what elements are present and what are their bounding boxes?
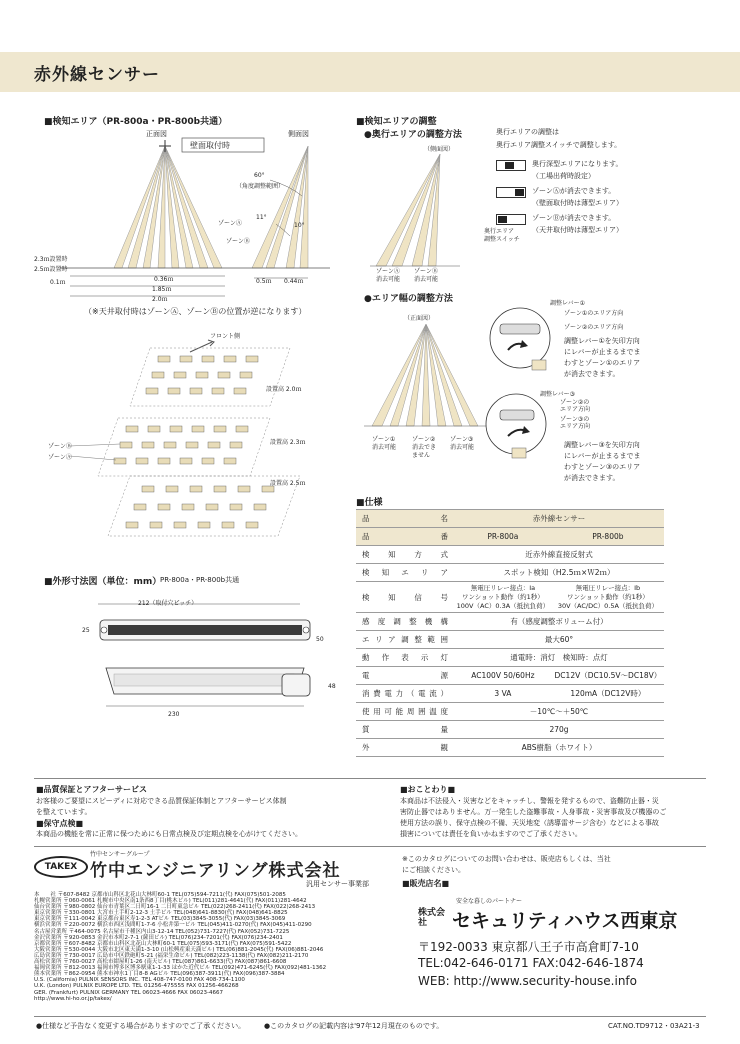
dealer-heading: ■販売店名■ — [402, 879, 450, 888]
lever1-label: 調整レバー① — [550, 300, 585, 307]
switch-knob-2 — [515, 189, 524, 196]
dealer-tagline: 安全な暮しのパートナー — [456, 898, 523, 905]
quality-heading: ■品質保証とアフターサービス — [36, 785, 147, 794]
spec-row-consumption: 消費電力（電流） 3 VA 120mA（DC12V時） — [356, 685, 664, 703]
spec-row-range: エリア調整範囲 最大60° — [356, 631, 664, 649]
front-view-small: （正面図） — [404, 315, 435, 322]
dealer-name: セキュリティハウス西東京 — [452, 910, 678, 932]
dim-044-label: 0.44ｍ — [284, 278, 304, 285]
option3-line2: （天井取付時は薄型エリア） — [532, 226, 623, 234]
spec-row-led: 動作表示灯 通電時：消灯 検知時：点灯 — [356, 649, 664, 667]
option2-line2: （壁面取付時は薄型エリア） — [532, 199, 623, 207]
depth-intro-1: 奥行エリアの調整は — [496, 128, 559, 136]
dim-width: 230 — [168, 711, 180, 718]
depth-heading: ●奥行エリアの調整方法 — [364, 130, 462, 140]
dealer-tel: TEL:042-646-0171 FAX:042-646-1874 — [418, 956, 644, 970]
dim-01-label: 0.1ｍ — [50, 279, 66, 286]
angle-10-label: 10° — [294, 222, 305, 229]
catalog-number: CAT.NO.TD9712・03A21-3 — [608, 1022, 700, 1030]
perspective-zone-b: ゾーンⒷ — [48, 443, 72, 450]
spec-row-model: 品番 PR-800a PR-800b — [356, 528, 664, 546]
takex-logo: TAKEX — [34, 856, 88, 878]
notice-heading: ■おことわり■ — [400, 785, 456, 794]
footer-divider-2 — [34, 846, 706, 847]
footer-divider — [34, 778, 706, 779]
width-heading: ●エリア幅の調整方法 — [364, 294, 453, 304]
dims-heading: ■外形寸法図（単位：mm） — [44, 577, 162, 587]
spec-row-appearance: 外観 ABS樹脂（ホワイト） — [356, 739, 664, 757]
spec-row-area: 検知エリア スポット検知（H2.5ｍ×Ｗ2ｍ） — [356, 564, 664, 582]
division-name: 汎用センサー事業部 — [306, 880, 369, 888]
side-view-small: （側面図） — [424, 146, 455, 153]
switch-option-2 — [496, 187, 526, 198]
lever-illustrations — [482, 300, 562, 470]
switch-option-3 — [496, 214, 526, 225]
notice-text: 本商品は不法侵入・災害などをキャッチし、警報を発するもので、盗難防止器・災 害防止器ではありません。万一発生した盗難事故・人身事故・災害事故及び機器のご 使用方法の誤り、保守点検の不備、天災地変（誘導雷サージ含む）などによる事故 損害については責任を負いかねますのでご了承ください。 — [400, 797, 667, 838]
wall-mount-label: 壁面取付時 — [190, 141, 230, 150]
install-height-20: 設置高 2.0ｍ — [266, 386, 302, 393]
office-list: 本 社 〒607-8482 京都市山科区北花山大林町60-1 TEL(075)594-7211(代) FAX(075)501-2085 札幌営業所 〒060-0061 札幌市中央区南1条西8丁目(桃木ビル) TEL(011)281-4641(代) FAX(011)281-4642 仙台営業所 〒980-0802 仙台市青葉区二日町16-1 二日町東急ビル TEL(022)268-2411(代) FAX(022)268-2413 東京営業所 〒330-0801 大宮市土手町2-12-3 土手ビル TEL(048)641-8830(代) FAX(048)641-8825 東京営業所 〒111-0042 東京都台東区寿1-2-3 ATビル TEL(03)3845-3055(代) FAX(03)3845-3069 横浜営業所 〒220-0072 横浜市西区浅間町1-7-6 小松井第一ビル TEL(045)411-0270(代) FAX(045)411-0290 名古屋営業所 〒464-0075 名古屋市千種区内山3-12-14 TEL(052)731-7227(代) FAX(052)731-7225 金沢営業所 〒920-0853 金沢市本町2-7-1 (薩田ビル) TEL(076)234-7201(代) FAX(076)234-2401 京都営業所 〒607-8482 京都市山科区北花山大林町60-1 TEL(075)593-3171(代) FAX(075)591-5422 大阪営業所 〒530-0044 大阪市北区東天満1-3-10 (山松興産東天満ビル) TEL(06)881-2045(代) FAX(06)881-2046 広島営業所 〒730-0017 広島市中区鉄砲町5-21 (福栄生命ビル) TEL(082)223-1138(代) FAX(082)211-2170 高松営業所 〒760-0027 高松市紺屋町1-26 (南天ビル) TEL(087)861-6633(代) FAX(087)861-6608 福岡営業所 〒812-0013 福岡市博多区博多駅東1-1-33 はかた近代ビル TEL(092)471-6245(代) FAX(092)481-1362 熊本営業所 〒862-0954 熊本市神水1丁目8-8 AGビル TEL(096)387-3911(代) FAX(096)387-3884 U.S. (California) PULNIX SENSORS INC. TEL 408-747-0100 FAX 408-734-1100 U.K. (London) PULNIX EUROPE LTD. TEL 01256-475555 FAX 01256-466268 GER. (Frankfurt) PULNIX GERMANY TEL 06023-4666 FAX 06023-4667 http://www.hi-ho.or.jp/takex/ — [34, 892, 327, 1002]
spec-row-sensitivity: 感度調整機構 有（感度調整ボリューム付） — [356, 613, 664, 631]
angle-60-label: 60° — [254, 172, 265, 179]
spec-row-mass: 質量 270g — [356, 721, 664, 739]
lever1-instructions: 調整レバー①を矢印方向 にレバーが止まるまでま わすとゾーン①のエリア が消去できます。 — [564, 337, 641, 378]
dim-pitch: 212（取付穴ピッチ） — [138, 600, 198, 607]
dims-models: PR-800a・PR-800b共通 — [160, 576, 240, 584]
install-height-23: 設置高 2.3ｍ — [270, 439, 306, 446]
zone-b-erasable: ゾーンⒷ 消去可能 — [414, 268, 439, 283]
perspective-zone-a: ゾーンⒶ — [48, 454, 72, 461]
zone3-erasable: ゾーン③ 消去可能 — [450, 436, 475, 451]
dim-036-label: 0.36ｍ — [154, 276, 174, 283]
maintenance-text: 本商品の機能を常に正常に保つためにも日常点検及び定期点検を心がけてください。 — [36, 830, 302, 838]
spec-row-signal: 検知信号 無電圧リレー接点：Ia ワンショット動作（約1秒） 100V（AC）0.3A（抵抗負荷） 無電圧リレー接点：Ib ワンショット動作（約1秒） 30V（AC/DC）0.5A（抵抗負荷） — [356, 582, 664, 613]
dim-05-label: 0.5ｍ — [256, 278, 272, 285]
perspective-diagram — [40, 326, 340, 566]
dim-25: 25 — [82, 627, 90, 634]
depth-intro-2: 奥行エリア調整スイッチで調整します。 — [496, 141, 622, 149]
dim-48: 48 — [328, 683, 336, 690]
width-adjust-diagram — [364, 320, 494, 430]
spec-table — [356, 509, 664, 757]
detect-area-heading: ■検知エリア（PR-800a・PR-800b共通） — [44, 117, 228, 127]
switch-option-1 — [496, 160, 526, 171]
zone1-erasable: ゾーン① 消去可能 — [372, 436, 397, 451]
option3-line1: ゾーンⒷが消去できます。 — [532, 214, 616, 222]
bottom-left-note: ●仕様など予告なく変更する場合がありますのでご了承ください。 — [36, 1022, 246, 1030]
option1-line2: （工場出荷時設定） — [532, 172, 595, 180]
spec-row-power: 電源 AC100V 50/60Hz DC12V（DC10.5V〜DC18V） — [356, 667, 664, 685]
depth-switch-label: 奥行エリア 調整スイッチ — [484, 228, 520, 243]
spec-heading: ■仕様 — [356, 498, 383, 508]
spec-row-method: 検知方式 近赤外線直接反射式 — [356, 546, 664, 564]
inquiry-note: ※このカタログについてのお問い合わせは、販売店もしくは、当社 にご相談ください。 — [402, 855, 611, 874]
zone-a-label: ゾーンⒶ — [218, 220, 242, 227]
maintenance-heading: ■保守点検■ — [36, 819, 84, 828]
dealer-address: 〒192-0033 東京都八王子市高倉町7-10 — [418, 940, 639, 954]
angle-range-label: （角度調整範囲） — [236, 183, 285, 190]
zone1-area-direction: ゾーン①のエリア方向 — [564, 310, 624, 317]
lever3-instructions: 調整レバー③を矢印方向 にレバーが止まるまでま わすとゾーン③のエリア が消去できます。 — [564, 441, 641, 482]
angle-11-label: 11° — [256, 214, 267, 221]
switch-knob-3 — [498, 216, 507, 223]
zone2-not-erasable: ゾーン② 消去でき ません — [412, 436, 437, 459]
dim-185-label: 1.85ｍ — [152, 286, 172, 293]
front-side-label: フロント側 — [210, 333, 241, 340]
switch-knob-1 — [505, 162, 514, 169]
zone2-area-direction-b: ゾーン②の エリア方向 — [560, 399, 591, 413]
zone3-area-direction: ゾーン③の エリア方向 — [560, 416, 591, 430]
install-height-25: 設置高 2.5ｍ — [270, 480, 306, 487]
company-name: 竹中エンジニアリング株式会社 — [90, 861, 341, 881]
bottom-mid-note: ●このカタログの記載内容は'97年12月現在のものです。 — [264, 1022, 444, 1030]
front-view-label: 正面図 — [146, 130, 167, 138]
zone-b-label: ゾーンⒷ — [226, 238, 250, 245]
dim-20-label: 2.0ｍ — [152, 296, 168, 303]
dealer-web[interactable]: WEB: http://www.security-house.info — [418, 974, 637, 988]
group-name: 竹中センサーグループ — [90, 851, 150, 858]
lever3-label: 調整レバー③ — [540, 391, 575, 398]
height-23-label: 2.3ｍ設置時 — [34, 256, 68, 263]
spec-row-name: 品名 赤外線センサー — [356, 510, 664, 528]
depth-adjust-diagram — [370, 150, 480, 270]
option1-line1: 奥行深型エリアになります。 — [532, 160, 623, 168]
spec-row-temperature: 使用可能周囲温度 －10℃〜＋50℃ — [356, 703, 664, 721]
ceiling-note: （※天井取付時はゾーンⒶ、ゾーンⒷの位置が逆になります） — [84, 307, 307, 316]
dealer-corp: 株式会社 — [418, 908, 446, 928]
zone-a-erasable: ゾーンⒶ 消去可能 — [376, 268, 401, 283]
quality-text: お客様のご要望にスピーディに対応できる品質保証体制とアフターサービス体制 を整えています。 — [36, 797, 287, 816]
page-title: 赤外線センサー — [34, 65, 160, 85]
footer-divider-3 — [34, 1016, 706, 1017]
zone2-area-direction: ゾーン②のエリア方向 — [564, 324, 624, 331]
outline-drawing — [60, 590, 350, 750]
dim-50: 50 — [316, 636, 324, 643]
side-view-label: 側面図 — [288, 130, 309, 138]
height-25-label: 2.5ｍ設置時 — [34, 266, 68, 273]
option2-line1: ゾーンⒶが消去できます。 — [532, 187, 616, 195]
adjust-heading: ■検知エリアの調整 — [356, 117, 437, 127]
